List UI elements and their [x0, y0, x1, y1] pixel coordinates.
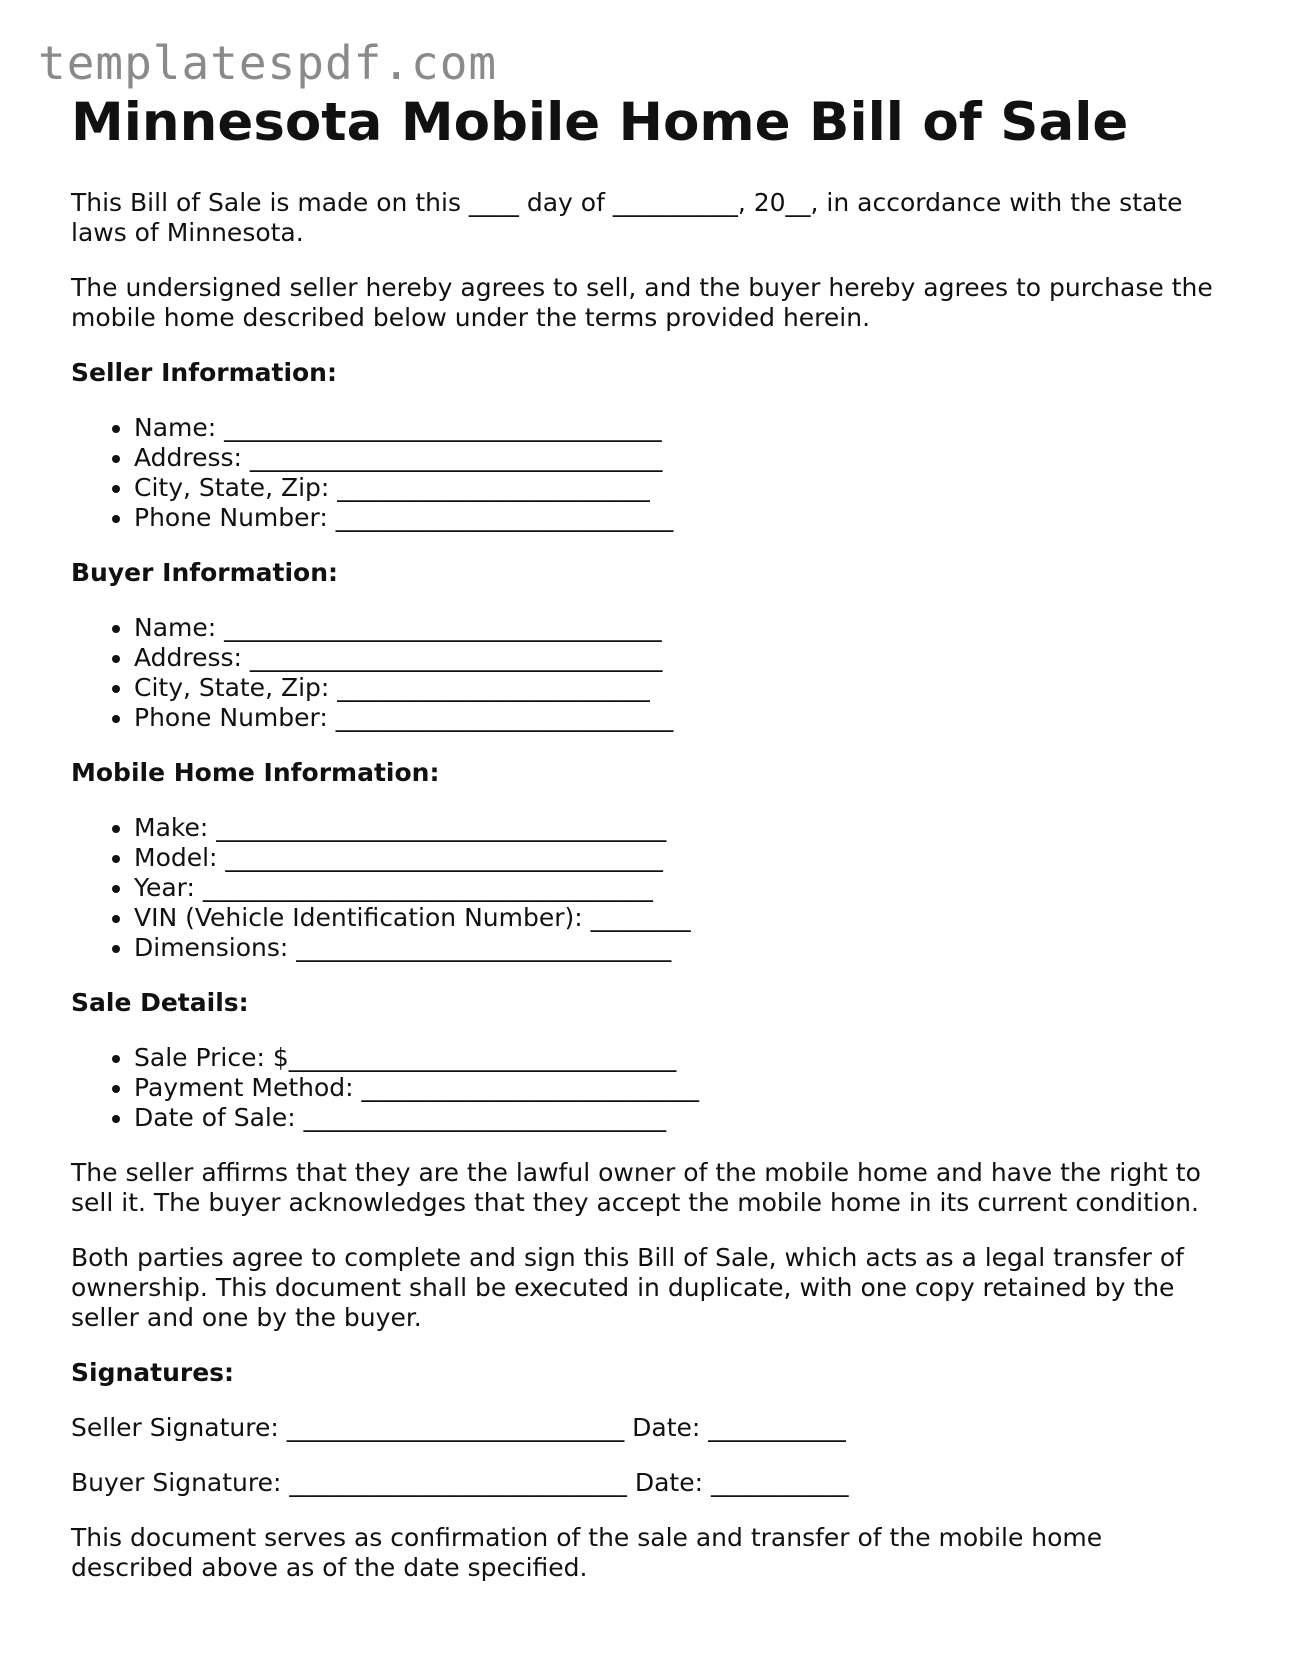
- dimensions-field[interactable]: • Dimensions: ______________________________: [134, 933, 1231, 963]
- buyer-address-field[interactable]: • Address: _________________________________: [134, 643, 1231, 673]
- buyer-phone-field[interactable]: • Phone Number: ___________________________: [134, 703, 1231, 733]
- intro-paragraph-agreement: The undersigned seller hereby agrees to sell, and the buyer hereby agrees to purchase the mobile home described below under the terms provided herein.: [71, 273, 1213, 333]
- signatures-heading: Signatures:: [71, 1358, 235, 1388]
- document-page: [71, 94, 1231, 1583]
- sale-details-field-list: [71, 1043, 1231, 1133]
- mobile-home-heading: Mobile Home Information:: [71, 758, 440, 788]
- seller-city-state-zip-field[interactable]: • City, State, Zip: _________________________: [134, 473, 1231, 503]
- seller-field-list: [71, 413, 1231, 533]
- date-of-sale-field[interactable]: • Date of Sale: _____________________________: [134, 1103, 1231, 1133]
- watermark: templatespdf.com: [38, 36, 498, 90]
- seller-name-field[interactable]: • Name: ___________________________________: [134, 413, 1231, 443]
- payment-method-field[interactable]: • Payment Method: ___________________________: [134, 1073, 1231, 1103]
- buyer-heading: Buyer Information:: [71, 558, 339, 588]
- transfer-agreement: Both parties agree to complete and sign this Bill of Sale, which acts as a legal transfer of ownership. This document shall be executed in duplicate, with one copy retained by the seller and one by the buyer.: [71, 1243, 1184, 1333]
- buyer-name-field[interactable]: • Name: ___________________________________: [134, 613, 1231, 643]
- mobile-home-field-list: [71, 813, 1231, 963]
- make-field[interactable]: • Make: ____________________________________: [134, 813, 1231, 843]
- intro-paragraph-date: This Bill of Sale is made on this ____ day of __________, 20__, in accordance with the state laws of Minnesota.: [71, 188, 1183, 248]
- ownership-affirmation: The seller affirms that they are the lawful owner of the mobile home and have the right to sell it. The buyer acknowledges that they accept the mobile home in its current condition.: [71, 1158, 1201, 1218]
- sale-price-field[interactable]: • Sale Price: $_______________________________: [134, 1043, 1231, 1073]
- seller-phone-field[interactable]: • Phone Number: ___________________________: [134, 503, 1231, 533]
- seller-signature-line[interactable]: Seller Signature: ___________________________ Date: ___________: [71, 1413, 846, 1443]
- closing-statement: This document serves as confirmation of the sale and transfer of the mobile home described above as of the date specified.: [71, 1523, 1103, 1583]
- seller-heading: Seller Information:: [71, 358, 337, 388]
- vin-field[interactable]: • VIN (Vehicle Identification Number): ________: [134, 903, 1231, 933]
- buyer-city-state-zip-field[interactable]: • City, State, Zip: _________________________: [134, 673, 1231, 703]
- seller-address-field[interactable]: • Address: _________________________________: [134, 443, 1231, 473]
- buyer-field-list: [71, 613, 1231, 733]
- buyer-signature-line[interactable]: Buyer Signature: ___________________________ Date: ___________: [71, 1468, 849, 1498]
- model-field[interactable]: • Model: ___________________________________: [134, 843, 1231, 873]
- year-field[interactable]: • Year: ____________________________________: [134, 873, 1231, 903]
- sale-details-heading: Sale Details:: [71, 988, 249, 1018]
- document-title: Minnesota Mobile Home Bill of Sale: [71, 92, 1129, 153]
